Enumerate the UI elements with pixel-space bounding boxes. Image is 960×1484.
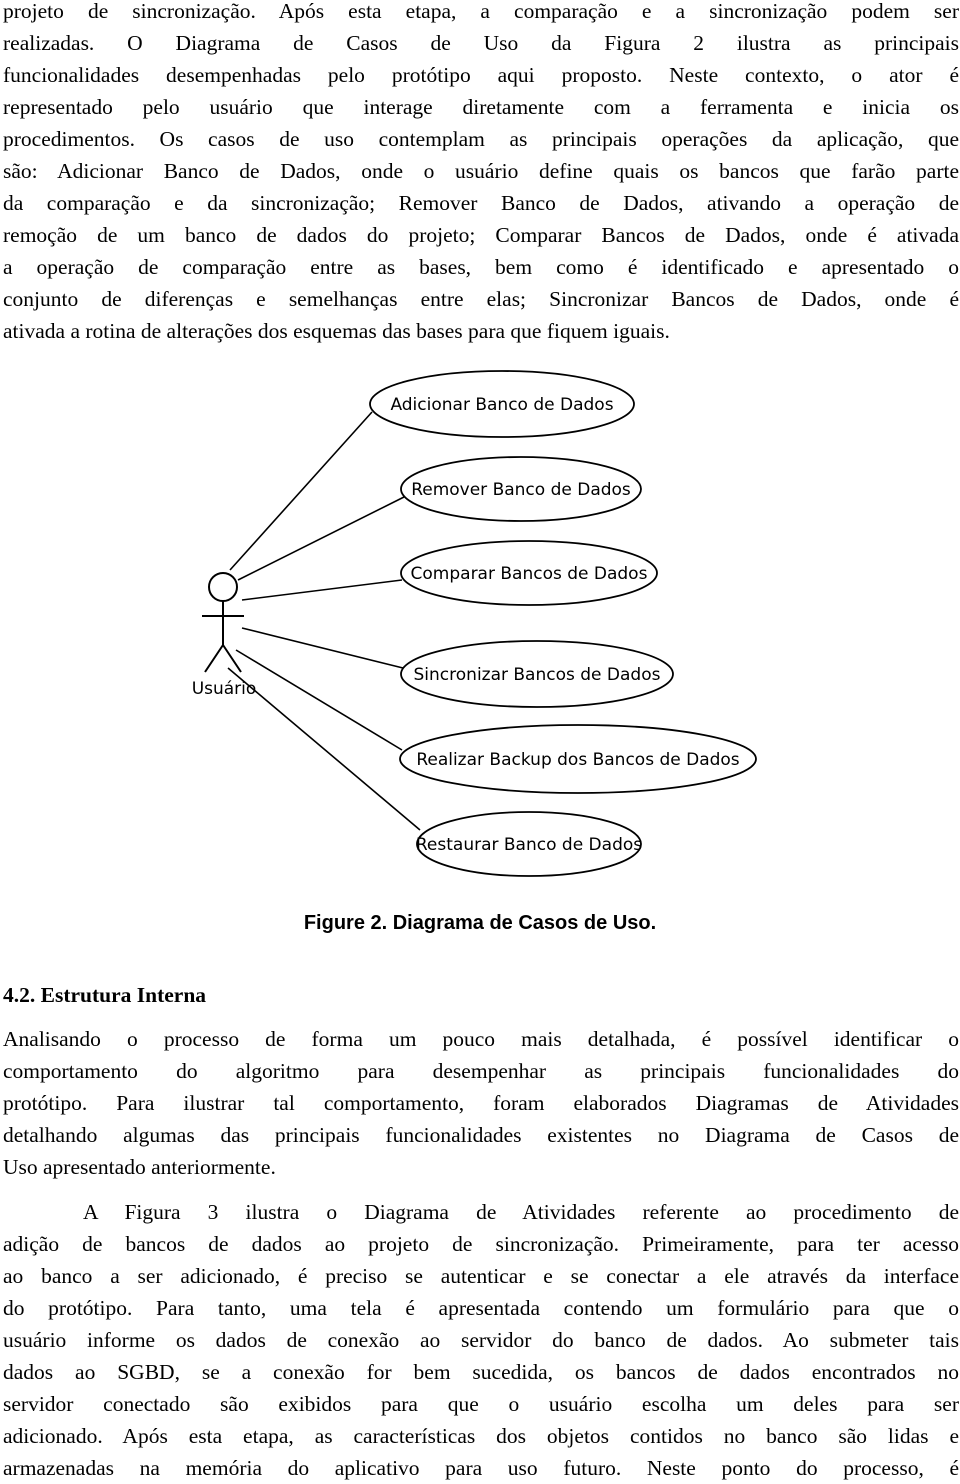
use-case-ellipses: [370, 371, 756, 876]
text-line: Analisando o processo de forma um pouco mais detalhada, é possível identificar o: [3, 1027, 959, 1051]
text-line: remoção de um banco de dados do projeto; Comparar Bancos de Dados, onde é ativada: [3, 223, 959, 247]
text-line: servidor conectado são exibidos para que o usuário escolha um deles para ser: [3, 1392, 959, 1416]
use-case-label-sincronizar: Sincronizar Bancos de Dados: [413, 665, 661, 685]
actor-left-leg: [205, 645, 223, 672]
text-line: projeto de sincronização. Após esta etapa, a comparação e a sincronização podem ser: [3, 0, 959, 23]
text-line: ativada a rotina de alterações dos esquemas das bases para que fiquem iguais.: [3, 319, 670, 343]
text-line: da comparação e da sincronização; Remover Banco de Dados, ativando a operação de: [3, 191, 959, 215]
text-line: a operação de comparação entre as bases, bem como é identificado e apresentado o: [3, 255, 959, 279]
association-line: [228, 668, 420, 830]
paragraph-3: [3, 1196, 959, 1484]
text-line: armazenadas na memória do aplicativo para uso futuro. Neste ponto do processo, é: [3, 1456, 959, 1480]
text-line: ao banco a ser adicionado, é preciso se autenticar e se conectar a ele através da interface: [3, 1264, 959, 1288]
text-line: Uso apresentado anteriormente.: [3, 1155, 276, 1179]
text-line: são: Adicionar Banco de Dados, onde o usuário define quais os bancos que farão parte: [3, 159, 959, 183]
text-line: realizadas. O Diagrama de Casos de Uso da Figura 2 ilustra as principais: [3, 31, 959, 55]
section-heading: 4.2. Estrutura Interna: [3, 983, 207, 1007]
text-line: adicionado. Após esta etapa, as características dos objetos contidos no banco são lidas e: [3, 1424, 959, 1448]
text-line: A Figura 3 ilustra o Diagrama de Atividades referente ao procedimento de: [83, 1200, 959, 1224]
association-line: [242, 580, 402, 600]
paragraph-2: [3, 1023, 959, 1183]
use-case-label-backup: Realizar Backup dos Bancos de Dados: [416, 750, 740, 770]
association-line: [230, 412, 372, 570]
text-line: do protótipo. Para tanto, uma tela é apresentada contendo um formulário para que o: [3, 1296, 959, 1320]
use-case-label-remover: Remover Banco de Dados: [411, 480, 631, 500]
figure-caption: Figure 2. Diagrama de Casos de Uso.: [303, 912, 657, 934]
text-line: conjunto de diferenças e semelhanças entre elas; Sincronizar Bancos de Dados, onde é: [3, 287, 959, 311]
actor-figure: [202, 573, 244, 672]
use-case-label-comparar: Comparar Bancos de Dados: [410, 564, 648, 584]
text-line: dados ao SGBD, se a conexão for bem sucedida, os bancos de dados encontrados no: [3, 1360, 959, 1384]
association-line: [242, 628, 403, 668]
actor-right-leg: [223, 645, 241, 672]
text-line: representado pelo usuário que interage diretamente com a ferramenta e inicia os: [3, 95, 959, 119]
use-case-diagram: [0, 360, 960, 890]
association-line: [236, 650, 402, 750]
actor-label: Usuário: [191, 679, 257, 699]
text-line: detalhando algumas das principais funcionalidades existentes no Diagrama de Casos de: [3, 1123, 959, 1147]
text-line: funcionalidades desempenhadas pelo protótipo aqui proposto. Neste contexto, o ator é: [3, 63, 959, 87]
use-case-label-adicionar: Adicionar Banco de Dados: [390, 395, 614, 415]
text-line: protótipo. Para ilustrar tal comportamento, foram elaborados Diagramas de Atividades: [3, 1091, 959, 1115]
use-case-label-restaurar: Restaurar Banco de Dados: [415, 835, 643, 855]
text-line: adição de bancos de dados ao projeto de sincronização. Primeiramente, para ter acesso: [3, 1232, 959, 1256]
association-line: [238, 497, 404, 580]
text-line: usuário informe os dados de conexão ao servidor do banco de dados. Ao submeter tais: [3, 1328, 959, 1352]
actor-head: [209, 573, 237, 601]
text-line: comportamento do algoritmo para desempenhar as principais funcionalidades do: [3, 1059, 959, 1083]
associations: [228, 412, 420, 830]
intro-paragraph: [3, 0, 959, 347]
text-line: procedimentos. Os casos de uso contemplam as principais operações da aplicação, que: [3, 127, 959, 151]
